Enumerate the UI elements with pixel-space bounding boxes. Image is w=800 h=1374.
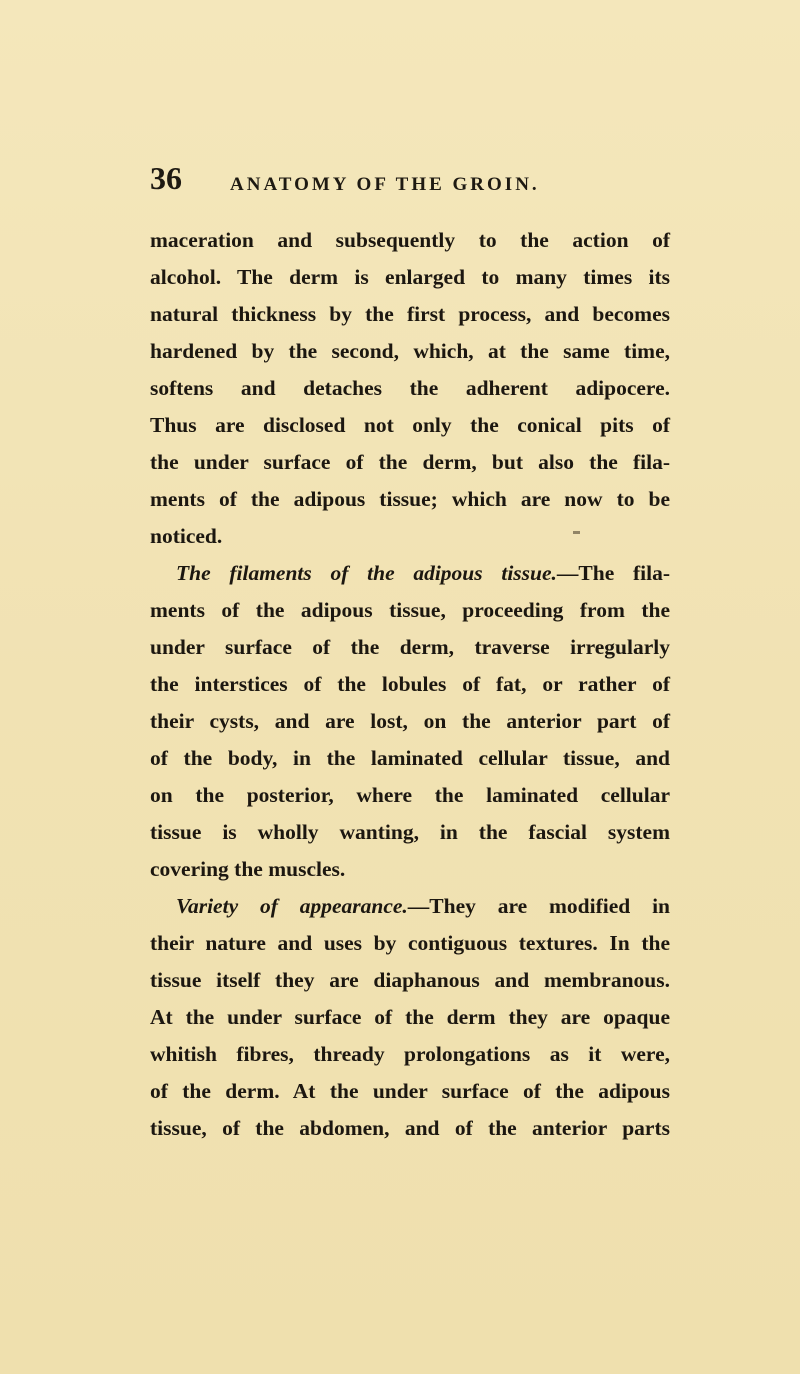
text-line: softens and detaches the adherent adipocere. (150, 376, 670, 400)
page-number: 36 (150, 160, 182, 196)
text-line: of the body, in the laminated cellular tissue, and (150, 746, 670, 770)
text-line: tissue itself they are diaphanous and membranous. (150, 968, 670, 992)
text-line: whitish fibres, thready prolongations as it were, (150, 1042, 670, 1066)
running-head: ANATOMY OF THE GROIN. (230, 174, 540, 195)
page-header (150, 160, 710, 210)
text-line: covering the muscles. (150, 857, 346, 881)
text-line: tissue, of the abdomen, and of the anterior parts (150, 1116, 670, 1140)
text-line: alcohol. The derm is enlarged to many times its (150, 265, 670, 289)
text-fragment: —They are modified in (407, 894, 670, 918)
text-line: ments of the adipous tissue; which are now to be (150, 487, 670, 511)
paragraph-first-line (150, 888, 670, 925)
text-line: hardened by the second, which, at the same time, (150, 339, 670, 363)
text-line: maceration and subsequently to the action of (150, 228, 670, 252)
text-line: noticed. (150, 524, 223, 548)
body-text (150, 222, 670, 1147)
paragraph-first-line (150, 555, 670, 592)
text-line: under surface of the derm, traverse irregularly (150, 635, 670, 659)
text-line: Thus are disclosed not only the conical pits of (150, 413, 670, 437)
text-line: At the under surface of the derm they are opaque (150, 1005, 670, 1029)
text-line: the interstices of the lobules of fat, or rather of (150, 672, 670, 696)
section-heading: The filaments of the adipous tissue. (176, 561, 557, 585)
text-line: tissue is wholly wanting, in the fascial system (150, 820, 670, 844)
text-line: on the posterior, where the laminated cellular (150, 783, 670, 807)
text-line: their nature and uses by contiguous textures. In the (150, 931, 670, 955)
text-fragment: —The fila- (556, 561, 671, 585)
text-line: ments of the adipous tissue, proceeding from the (150, 598, 670, 622)
section-heading: Variety of appearance. (176, 894, 408, 918)
text-line: of the derm. At the under surface of the adipous (150, 1079, 670, 1103)
text-line: natural thickness by the first process, and becomes (150, 302, 670, 326)
text-line: their cysts, and are lost, on the anterior part of (150, 709, 670, 733)
text-line: the under surface of the derm, but also the fila- (150, 450, 670, 474)
